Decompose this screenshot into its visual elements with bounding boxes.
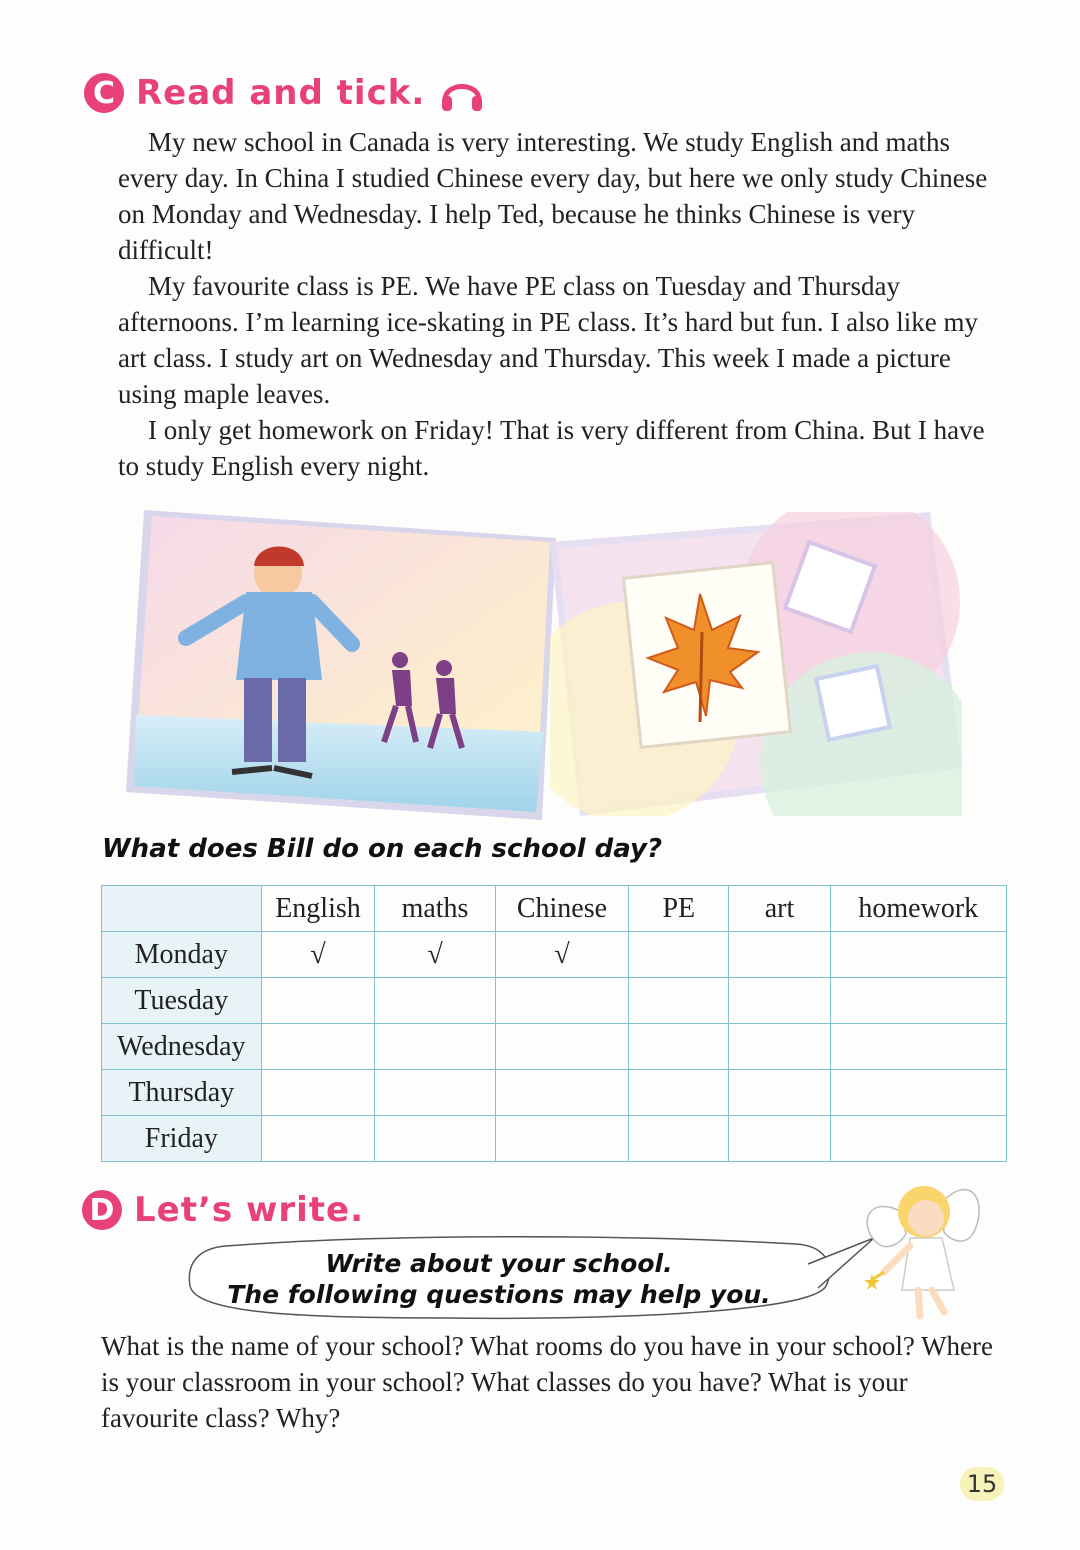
tick-cell[interactable] — [495, 1024, 629, 1070]
tick-cell[interactable] — [729, 978, 830, 1024]
speech-bubble-text — [186, 1248, 812, 1310]
header-pe: PE — [629, 886, 729, 932]
tick-cell[interactable] — [261, 978, 375, 1024]
tick-cell[interactable] — [830, 1070, 1006, 1116]
table-header-row — [102, 886, 1007, 932]
tick-cell[interactable] — [729, 1070, 830, 1116]
header-maths: maths — [375, 886, 495, 932]
tick-cell[interactable] — [629, 1116, 729, 1162]
tick-cell[interactable] — [261, 1070, 375, 1116]
row-day-label: Tuesday — [102, 978, 262, 1024]
section-d-heading — [82, 1190, 364, 1230]
tick-cell[interactable] — [729, 1024, 830, 1070]
headphones-icon[interactable] — [439, 72, 485, 114]
table-row — [102, 932, 1007, 978]
tick-cell[interactable] — [629, 932, 729, 978]
ice-skating-illustration — [126, 510, 556, 820]
tick-cell[interactable] — [629, 1024, 729, 1070]
bubble-line-2: The following questions may help you. — [227, 1280, 771, 1309]
table-corner-cell — [102, 886, 262, 932]
tick-cell[interactable] — [261, 1116, 375, 1162]
tick-cell[interactable]: √ — [495, 932, 629, 978]
page-number: 15 — [960, 1467, 1004, 1501]
reading-passage — [118, 124, 998, 484]
bubble-line-1: Write about your school. — [325, 1249, 673, 1278]
maple-leaf-picture-illustration — [550, 512, 962, 816]
writing-prompt: What is the name of your school? What rooms do you have in your school? Where is your classroom in your school? What classes do you have? What is your favourite class? Why? — [101, 1331, 994, 1433]
passage-paragraph-1: My new school in Canada is very interesting. We study English and maths every day. In China I studied Chinese every day, but here we only study Chinese on Monday and Wednesday. I help Ted, because he thinks Chinese is very difficult! — [118, 127, 988, 265]
tick-cell[interactable] — [830, 932, 1006, 978]
tick-cell[interactable] — [830, 1116, 1006, 1162]
table-row — [102, 1024, 1007, 1070]
table-question: What does Bill do on each school day? — [102, 834, 663, 864]
tick-cell[interactable] — [830, 1024, 1006, 1070]
header-art: art — [729, 886, 830, 932]
tick-cell[interactable] — [375, 1116, 495, 1162]
row-day-label: Wednesday — [102, 1024, 262, 1070]
tick-cell[interactable] — [261, 1024, 375, 1070]
passage-paragraph-2: My favourite class is PE. We have PE class on Tuesday and Thursday afternoons. I’m learning ice-skating in PE class. It’s hard but fun. I also like my art class. I study art on Wednesday and Thursday. This week I made a picture using maple leaves. — [118, 271, 979, 409]
table-row — [102, 978, 1007, 1024]
tick-cell[interactable] — [495, 978, 629, 1024]
header-english: English — [261, 886, 375, 932]
tick-cell[interactable] — [729, 1116, 830, 1162]
row-day-label: Friday — [102, 1116, 262, 1162]
tick-cell[interactable] — [375, 1024, 495, 1070]
angel-illustration — [862, 1172, 988, 1320]
tick-cell[interactable] — [495, 1070, 629, 1116]
tick-cell[interactable] — [495, 1116, 629, 1162]
tick-cell[interactable] — [375, 1070, 495, 1116]
tick-cell[interactable] — [729, 932, 830, 978]
tick-cell[interactable] — [629, 978, 729, 1024]
passage-paragraph-3: I only get homework on Friday! That is very different from China. But I have to study English every night. — [118, 415, 985, 481]
tick-cell[interactable] — [375, 978, 495, 1024]
section-c-heading — [84, 72, 485, 114]
speech-bubble — [186, 1236, 812, 1322]
schedule-tick-table — [101, 885, 1007, 1162]
section-c-badge: C — [84, 73, 124, 113]
section-d-badge: D — [82, 1190, 122, 1230]
tick-cell[interactable] — [629, 1070, 729, 1116]
section-c-title: Read and tick. — [136, 73, 426, 113]
table-row — [102, 1116, 1007, 1162]
row-day-label: Monday — [102, 932, 262, 978]
tick-cell[interactable]: √ — [375, 932, 495, 978]
section-d-title: Let’s write. — [134, 1190, 365, 1230]
tick-cell[interactable] — [830, 978, 1006, 1024]
header-homework: homework — [830, 886, 1006, 932]
header-chinese: Chinese — [495, 886, 629, 932]
tick-cell[interactable]: √ — [261, 932, 375, 978]
table-row — [102, 1070, 1007, 1116]
row-day-label: Thursday — [102, 1070, 262, 1116]
